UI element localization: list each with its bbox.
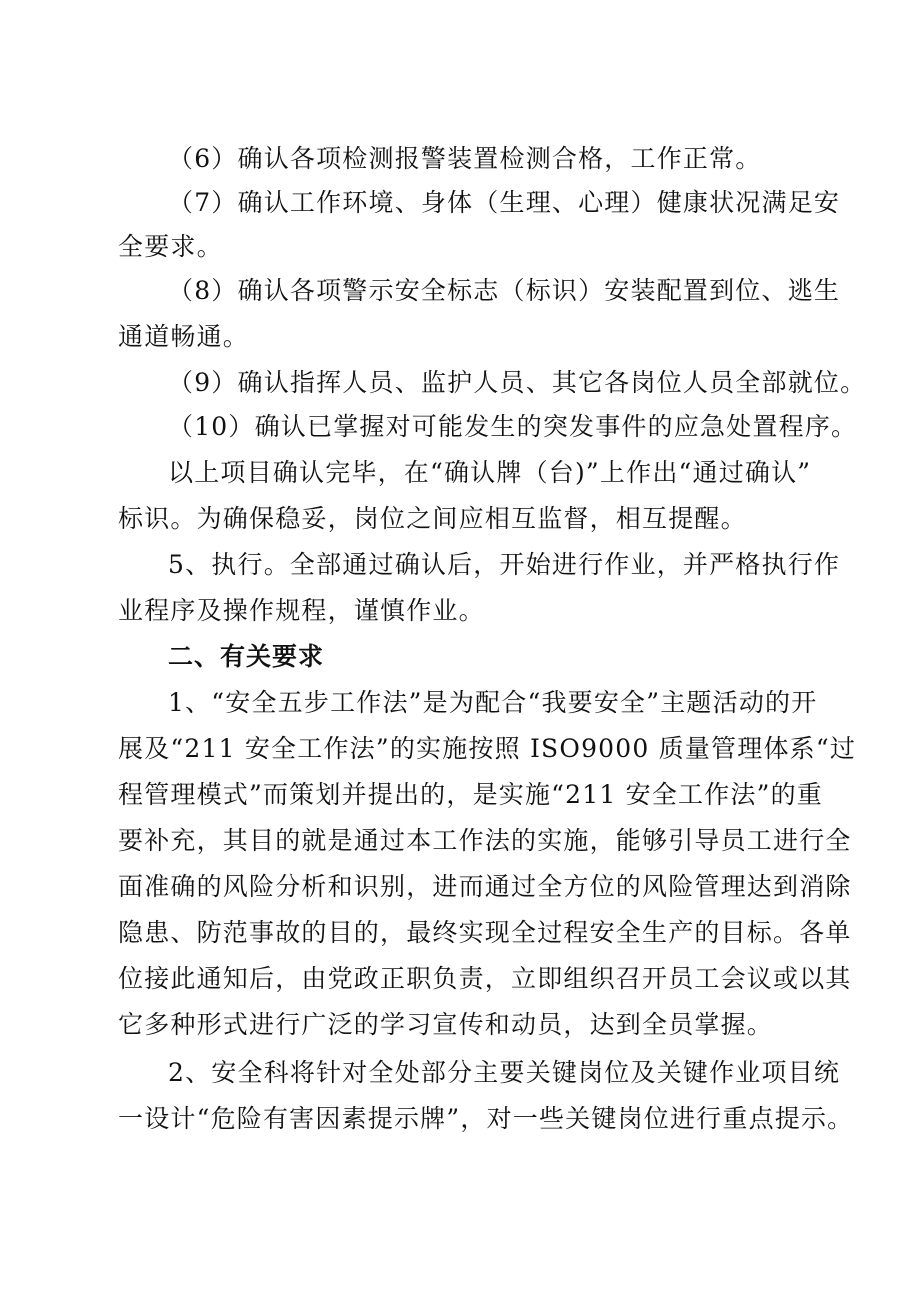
item-7-line: （7）确认工作环境、身体（生理、心理）健康状况满足安 (168, 188, 841, 217)
section-heading-requirements: 二、有关要求 (168, 642, 325, 671)
requirement-1-line: 1、“安全五步工作法”是为配合“我要安全”主题活动的开 (168, 688, 818, 717)
item-9-line: （9）确认指挥人员、监护人员、其它各岗位人员全部就位。 (168, 368, 867, 397)
requirement-1-continuation: 隐患、防范事故的目的，最终实现全过程安全生产的目标。各单 (118, 918, 852, 947)
requirement-2-line: 2、安全科将针对全处部分主要关键岗位及关键作业项目统 (168, 1058, 841, 1087)
requirement-2-continuation: 一设计“危险有害因素提示牌”，对一些关键岗位进行重点提示。 (118, 1104, 854, 1133)
item-8-line: （8）确认各项警示安全标志（标识）安装配置到位、逃生 (168, 276, 841, 305)
requirement-1-continuation: 位接此通知后，由党政正职负责，立即组织召开员工会议或以其 (118, 964, 852, 993)
item-8-continuation: 通道畅通。 (118, 322, 250, 351)
requirement-1-continuation: 要补充，其目的就是通过本工作法的实施，能够引导员工进行全 (118, 826, 852, 855)
step-5-continuation: 业程序及操作规程，谨慎作业。 (118, 596, 485, 625)
step-5-execute-line: 5、执行。全部通过确认后，开始进行作业，并严格执行作 (168, 550, 841, 579)
item-10-line: （10）确认已掌握对可能发生的突发事件的应急处置程序。 (168, 412, 858, 441)
requirement-1-continuation: 展及“211 安全工作法”的实施按照 ISO9000 质量管理体系“过 (118, 734, 857, 763)
confirm-summary-line: 以上项目确认完毕，在“确认牌（台)”上作出“通过确认” (168, 458, 812, 487)
confirm-summary-continuation: 标识。为确保稳妥，岗位之间应相互监督，相互提醒。 (118, 504, 747, 533)
requirement-1-continuation: 它多种形式进行广泛的学习宣传和动员，达到全员掌握。 (118, 1010, 774, 1039)
requirement-1-continuation: 程管理模式”而策划并提出的，是实施“211 安全工作法”的重 (118, 780, 824, 809)
requirement-1-continuation: 面准确的风险分析和识别，进而通过全方位的风险管理达到消除 (118, 872, 852, 901)
item-6-line: （6）确认各项检测报警装置检测合格，工作正常。 (168, 144, 762, 173)
item-7-continuation: 全要求。 (118, 232, 223, 261)
